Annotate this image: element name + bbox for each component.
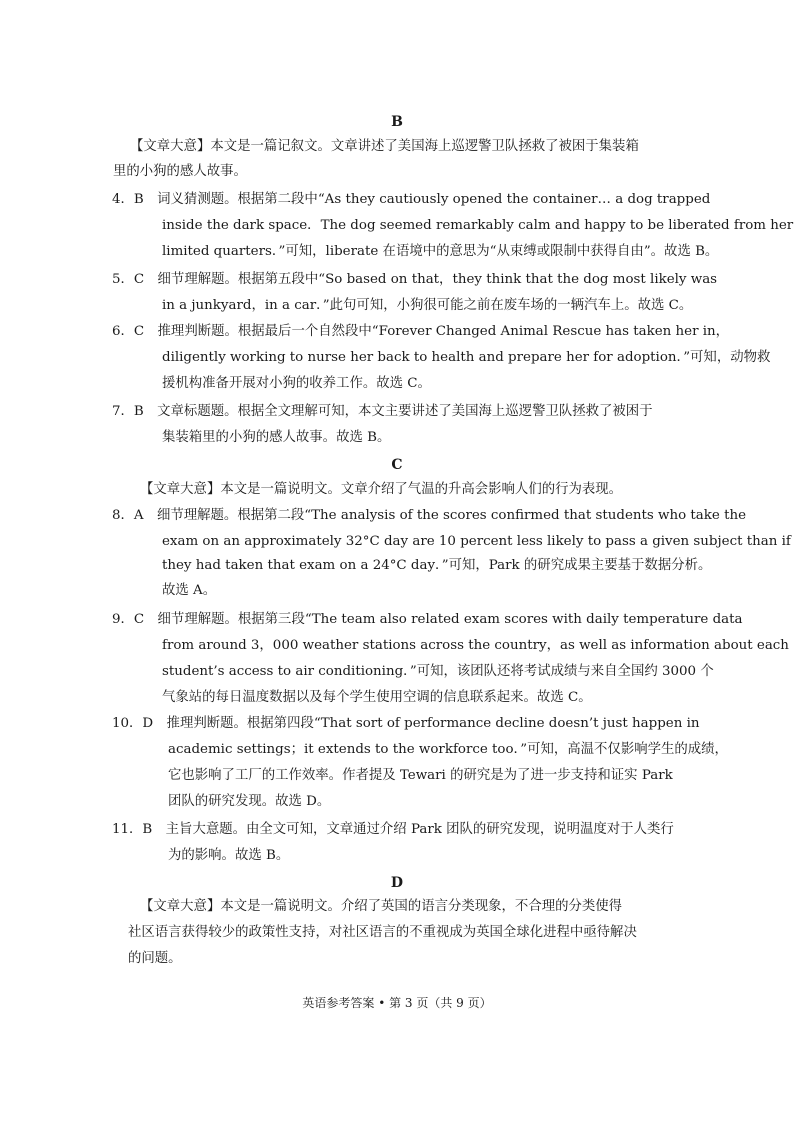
answer-8-line-2: exam on an approximately 32°C day are 10 percent less likely to pass a given subject than if [162,534,791,549]
answer-5-line-2: in a junkyard，in a car．”此句可知，小狗很可能之前在废车场的一辆汽车上。故选 C。 [162,298,693,313]
answer-9-line-4: 气象站的每日温度数据以及每个学生使用空调的信息联系起来。故选 C。 [162,690,592,705]
answer-11-line-1: 11．B 主旨大意题。由全文可知，文章通过介绍 Park 团队的研究发现，说明温度对于人类行 [112,822,674,837]
answer-6-line-1: 6．C 推理判断题。根据最后一个自然段中“Forever Changed Animal Rescue has taken her in， [112,324,730,339]
answer-6-line-3: 援机构准备开展对小狗的收养工作。故选 C。 [162,376,431,391]
section-b-summary-line-1: 【文章大意】本文是一篇记叙文。文章讲述了美国海上巡逻警卫队拯救了被困于集装箱 [130,139,639,154]
section-d-summary-line-1: 【文章大意】本文是一篇说明文。介绍了英国的语言分类现象，不合理的分类使得 [140,899,623,914]
section-d-summary-line-2: 社区语言获得较少的政策性支持，对社区语言的不重视成为英国全球化进程中亟待解决 [128,925,637,940]
answer-8-line-3: they had taken that exam on a 24°C day．”可知，Park 的研究成果主要基于数据分析。 [162,558,712,573]
section-c-heading: C [391,457,403,473]
section-d-heading: D [390,875,404,891]
answer-9-line-3: student’s access to air conditioning．”可知，该团队还将考试成绩与来自全国约 3000 个 [162,664,714,679]
answer-5-line-1: 5．C 细节理解题。根据第五段中“So based on that，they think that the dog most likely was [112,272,718,287]
section-d-summary-line-3: 的问题。 [128,951,182,966]
answer-10-line-4: 团队的研究发现。故选 D。 [168,794,331,809]
page-footer: 英语参考答案 • 第 3 页（共 9 页） [302,996,492,1010]
answer-7-line-2: 集装箱里的小狗的感人故事。故选 B。 [162,430,391,445]
section-b-heading: B [391,114,403,130]
answer-10-line-1: 10．D 推理判断题。根据第四段“That sort of performance decline doesn’t just happen in [112,716,700,731]
answer-7-line-1: 7．B 文章标题题。根据全文理解可知，本文主要讲述了美国海上巡逻警卫队拯救了被困于 [112,404,653,419]
section-c-summary-line-1: 【文章大意】本文是一篇说明文。文章介绍了气温的升高会影响人们的行为表现。 [140,482,623,497]
answer-4-line-1: 4．B 词义猜测题。根据第二段中“As they cautiously opened the container… a dog trapped [112,192,711,207]
answer-4-line-3: limited quarters．”可知，liberate 在语境中的意思为“从束缚或限制中获得自由”。故选 B。 [162,244,719,259]
answer-11-line-2: 为的影响。故选 B。 [168,848,290,863]
answer-6-line-2: diligently working to nurse her back to health and prepare her for adoption．”可知，动物救 [162,350,771,365]
answer-9-line-1: 9．C 细节理解题。根据第三段“The team also related exam scores with daily temperature data [112,612,743,627]
answer-4-line-2: inside the dark space．The dog seemed remarkably calm and happy to be liberated from her [162,218,794,233]
answer-10-line-3: 它也影响了工厂的工作效率。作者提及 Tewari 的研究是为了进一步支持和证实 Park [168,768,673,783]
section-b-summary-line-2: 里的小狗的感人故事。 [113,164,247,179]
answer-9-line-2: from around 3，000 weather stations across the country，as well as information about each [162,638,789,653]
answer-8-line-1: 8．A 细节理解题。根据第二段“The analysis of the scores confirmed that students who take the [112,508,747,523]
answer-10-line-2: academic settings；it extends to the workforce too．”可知，高温不仅影响学生的成绩， [168,742,728,757]
answer-8-line-4: 故选 A。 [162,583,217,598]
